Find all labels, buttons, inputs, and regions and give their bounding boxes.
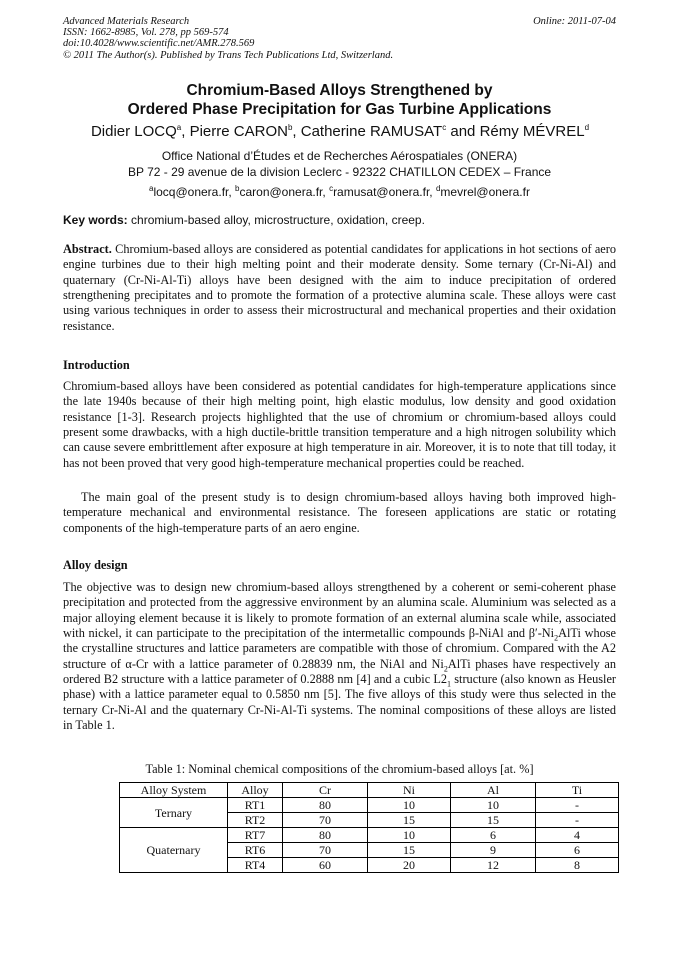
author: Rémy MÉVREL xyxy=(479,123,585,140)
affiliation-line-1: Office National d’Études et de Recherches Aérospatiales (ONERA) xyxy=(161,149,518,163)
keywords-label: Key words: xyxy=(63,213,128,227)
table-cell: 80 xyxy=(283,828,368,843)
abstract-label: Abstract. xyxy=(63,242,112,256)
abstract xyxy=(63,242,616,334)
table-cell: 12 xyxy=(451,858,536,873)
table-header-cell: Alloy xyxy=(228,783,283,798)
author-sup: c xyxy=(442,123,447,132)
table-cell: 20 xyxy=(368,858,451,873)
alloy-design-text: The objective was to design new chromium-based alloys strengthened by a coherent or semi-coherent phase precipitation and protected from the aggressive environment by an alumina scale. Aluminium was selected as a major alloying element because it is likely to promote formation of an external alumina scale while, associated with nickel, it can participate to the precipitation of the intermetallic compounds β-NiAl and β′-Ni xyxy=(63,580,616,641)
table-cell: 6 xyxy=(451,828,536,843)
intro-paragraph-2 xyxy=(63,490,616,536)
table-cell: 60 xyxy=(283,858,368,873)
table-header-cell: Ti xyxy=(536,783,619,798)
keywords-text: chromium-based alloy, microstructure, oxidation, creep. xyxy=(131,213,425,227)
email-link[interactable]: ramusat@onera.fr xyxy=(333,185,430,199)
table-row xyxy=(120,828,619,843)
subscript: 2 xyxy=(443,664,448,674)
intro-paragraph-2-text: The main goal of the present study is to design chromium-based alloys having both improved high-temperature mechanical and environmental resistance. The foreseen applications are static or rotating components of the high-temperature parts of an aero engine. xyxy=(63,490,616,535)
email-link[interactable]: caron@onera.fr xyxy=(239,185,323,199)
affiliation-line-2: BP 72 - 29 avenue de la division Leclerc - 92322 CHATILLON CEDEX – France xyxy=(127,165,552,179)
table-cell: 70 xyxy=(283,813,368,828)
composition-table xyxy=(119,782,619,873)
author: Catherine RAMUSAT xyxy=(300,123,443,140)
table-cell: 15 xyxy=(368,843,451,858)
issn: ISSN: 1662-8985, Vol. 278, pp 569-574 xyxy=(63,27,229,39)
alloy-design-text: AlTi phases have respectively an ordered B2 structure with a lattice parameter of 0.2888 nm [4] and a cubic L2 xyxy=(63,656,616,687)
table-cell: RT7 xyxy=(228,828,283,843)
abstract-text: Chromium-based alloys are considered as potential candidates for applications in hot sections of aero engine turbines due to their high melting point and their moderate density. Some ternary (Cr-Ni-Al) and quaternary (Cr-Ni-Al-Ti) alloys have been designed with the aim to induce precipitation of ordered strengthening precipitates and to promote the formation of a protective alumina scale. These alloys were cast using various techniques in order to assess their microstructural and mechanical properties and their oxidation resistance. xyxy=(63,242,616,333)
paper-title xyxy=(63,81,616,119)
title-line-2: Ordered Phase Precipitation for Gas Turbine Applications xyxy=(127,101,552,118)
table-cell: 10 xyxy=(451,798,536,813)
email-sup: c xyxy=(329,184,334,193)
table-cell: 4 xyxy=(536,828,619,843)
table-header-cell: Al xyxy=(451,783,536,798)
email-link[interactable]: locq@onera.fr xyxy=(153,185,229,199)
table-cell-system: Quaternary xyxy=(120,828,228,873)
doi: doi:10.4028/www.scientific.net/AMR.278.569 xyxy=(63,38,255,50)
journal-name: Advanced Materials Research xyxy=(63,16,190,27)
table-cell: RT2 xyxy=(228,813,283,828)
table-cell-system: Ternary xyxy=(120,798,228,828)
email-sup: a xyxy=(149,184,154,193)
subscript: 2 xyxy=(554,633,559,643)
email-link[interactable]: mevrel@onera.fr xyxy=(440,185,530,199)
table-cell: - xyxy=(536,813,619,828)
table-cell: 10 xyxy=(368,798,451,813)
table-cell: 6 xyxy=(536,843,619,858)
section-heading-introduction: Introduction xyxy=(63,358,130,372)
keywords xyxy=(63,212,616,228)
alloy-design-text: AlTi whose the crystalline structures and lattice parameters are compatible with those of chromium. Compared with the A2 structure of α-Cr with a lattice parameter of 0.28839 nm, the NiAl and Ni xyxy=(63,626,616,671)
author-sup: a xyxy=(176,123,182,132)
page-header xyxy=(63,16,616,61)
author-sup: d xyxy=(584,123,590,132)
intro-paragraph-1: Chromium-based alloys have been considered as potential candidates for high-temperature applications since the late 1940s because of their high melting point, high elastic modulus, low density and good oxidation resistance [1-3]. Research projects highlighted that the use of chromium or chromium-based alloys could present some drawbacks, with a high ductile-brittle transition temperature and a high nitrogen solubility which can cause severe embrittlement after exposure at high temperature in air. Moreover, it is to note that till today, it has not been proved that very good high-temperature mechanical properties could be reached. xyxy=(63,379,616,470)
author-list: Didier LOCQ$^a$, Pierre CARON$^b$, Catherine RAMUSAT$^c$ and Rémy MÉVREL$^d$ xyxy=(90,123,590,140)
author: Didier LOCQ xyxy=(90,123,177,140)
email-sup: b xyxy=(235,184,240,193)
table-cell: 10 xyxy=(368,828,451,843)
table-cell: - xyxy=(536,798,619,813)
section-heading-alloy-design: Alloy design xyxy=(63,558,128,572)
table-caption: Table 1: Nominal chemical compositions of the chromium-based alloys [at. %] xyxy=(145,762,534,776)
table-cell: 9 xyxy=(451,843,536,858)
copyright: © 2011 The Author(s). Published by Trans Tech Publications Ltd, Switzerland. xyxy=(63,49,394,61)
author-emails: $^a$locq@onera.fr, $^b$caron@onera.fr, $^c$ramusat@onera.fr, $^d$mevrel@onera.fr xyxy=(149,184,530,199)
alloy-design-paragraph xyxy=(63,580,616,733)
alloy-design-text: structure (also known as Heusler phase) with a lattice parameter equal to 0.5850 nm [5]. The five alloys of this study were thus selected in the ternary Cr-Ni-Al and the quaternary Cr-Ni-Al-Ti systems. The nominal compositions of these alloys are listed in Table 1. xyxy=(63,672,616,733)
subscript: 1 xyxy=(447,679,452,689)
table-header-cell: Alloy System xyxy=(120,783,228,798)
table-cell: 8 xyxy=(536,858,619,873)
table-cell: 80 xyxy=(283,798,368,813)
title-line-1: Chromium-Based Alloys Strengthened by xyxy=(186,82,493,99)
table-cell: 15 xyxy=(451,813,536,828)
table-header-cell: Cr xyxy=(283,783,368,798)
table-cell: RT1 xyxy=(228,798,283,813)
table-cell: RT6 xyxy=(228,843,283,858)
table-cell: 70 xyxy=(283,843,368,858)
affiliation xyxy=(63,148,616,180)
table-header-cell: Ni xyxy=(368,783,451,798)
author: Pierre CARON xyxy=(189,123,288,140)
table-cell: 15 xyxy=(368,813,451,828)
table-row xyxy=(120,798,619,813)
online-date: Online: 2011-07-04 xyxy=(533,16,616,27)
table-cell: RT4 xyxy=(228,858,283,873)
table-header-row xyxy=(120,783,619,798)
email-sup: d xyxy=(435,184,441,193)
author-sup: b xyxy=(287,123,293,132)
